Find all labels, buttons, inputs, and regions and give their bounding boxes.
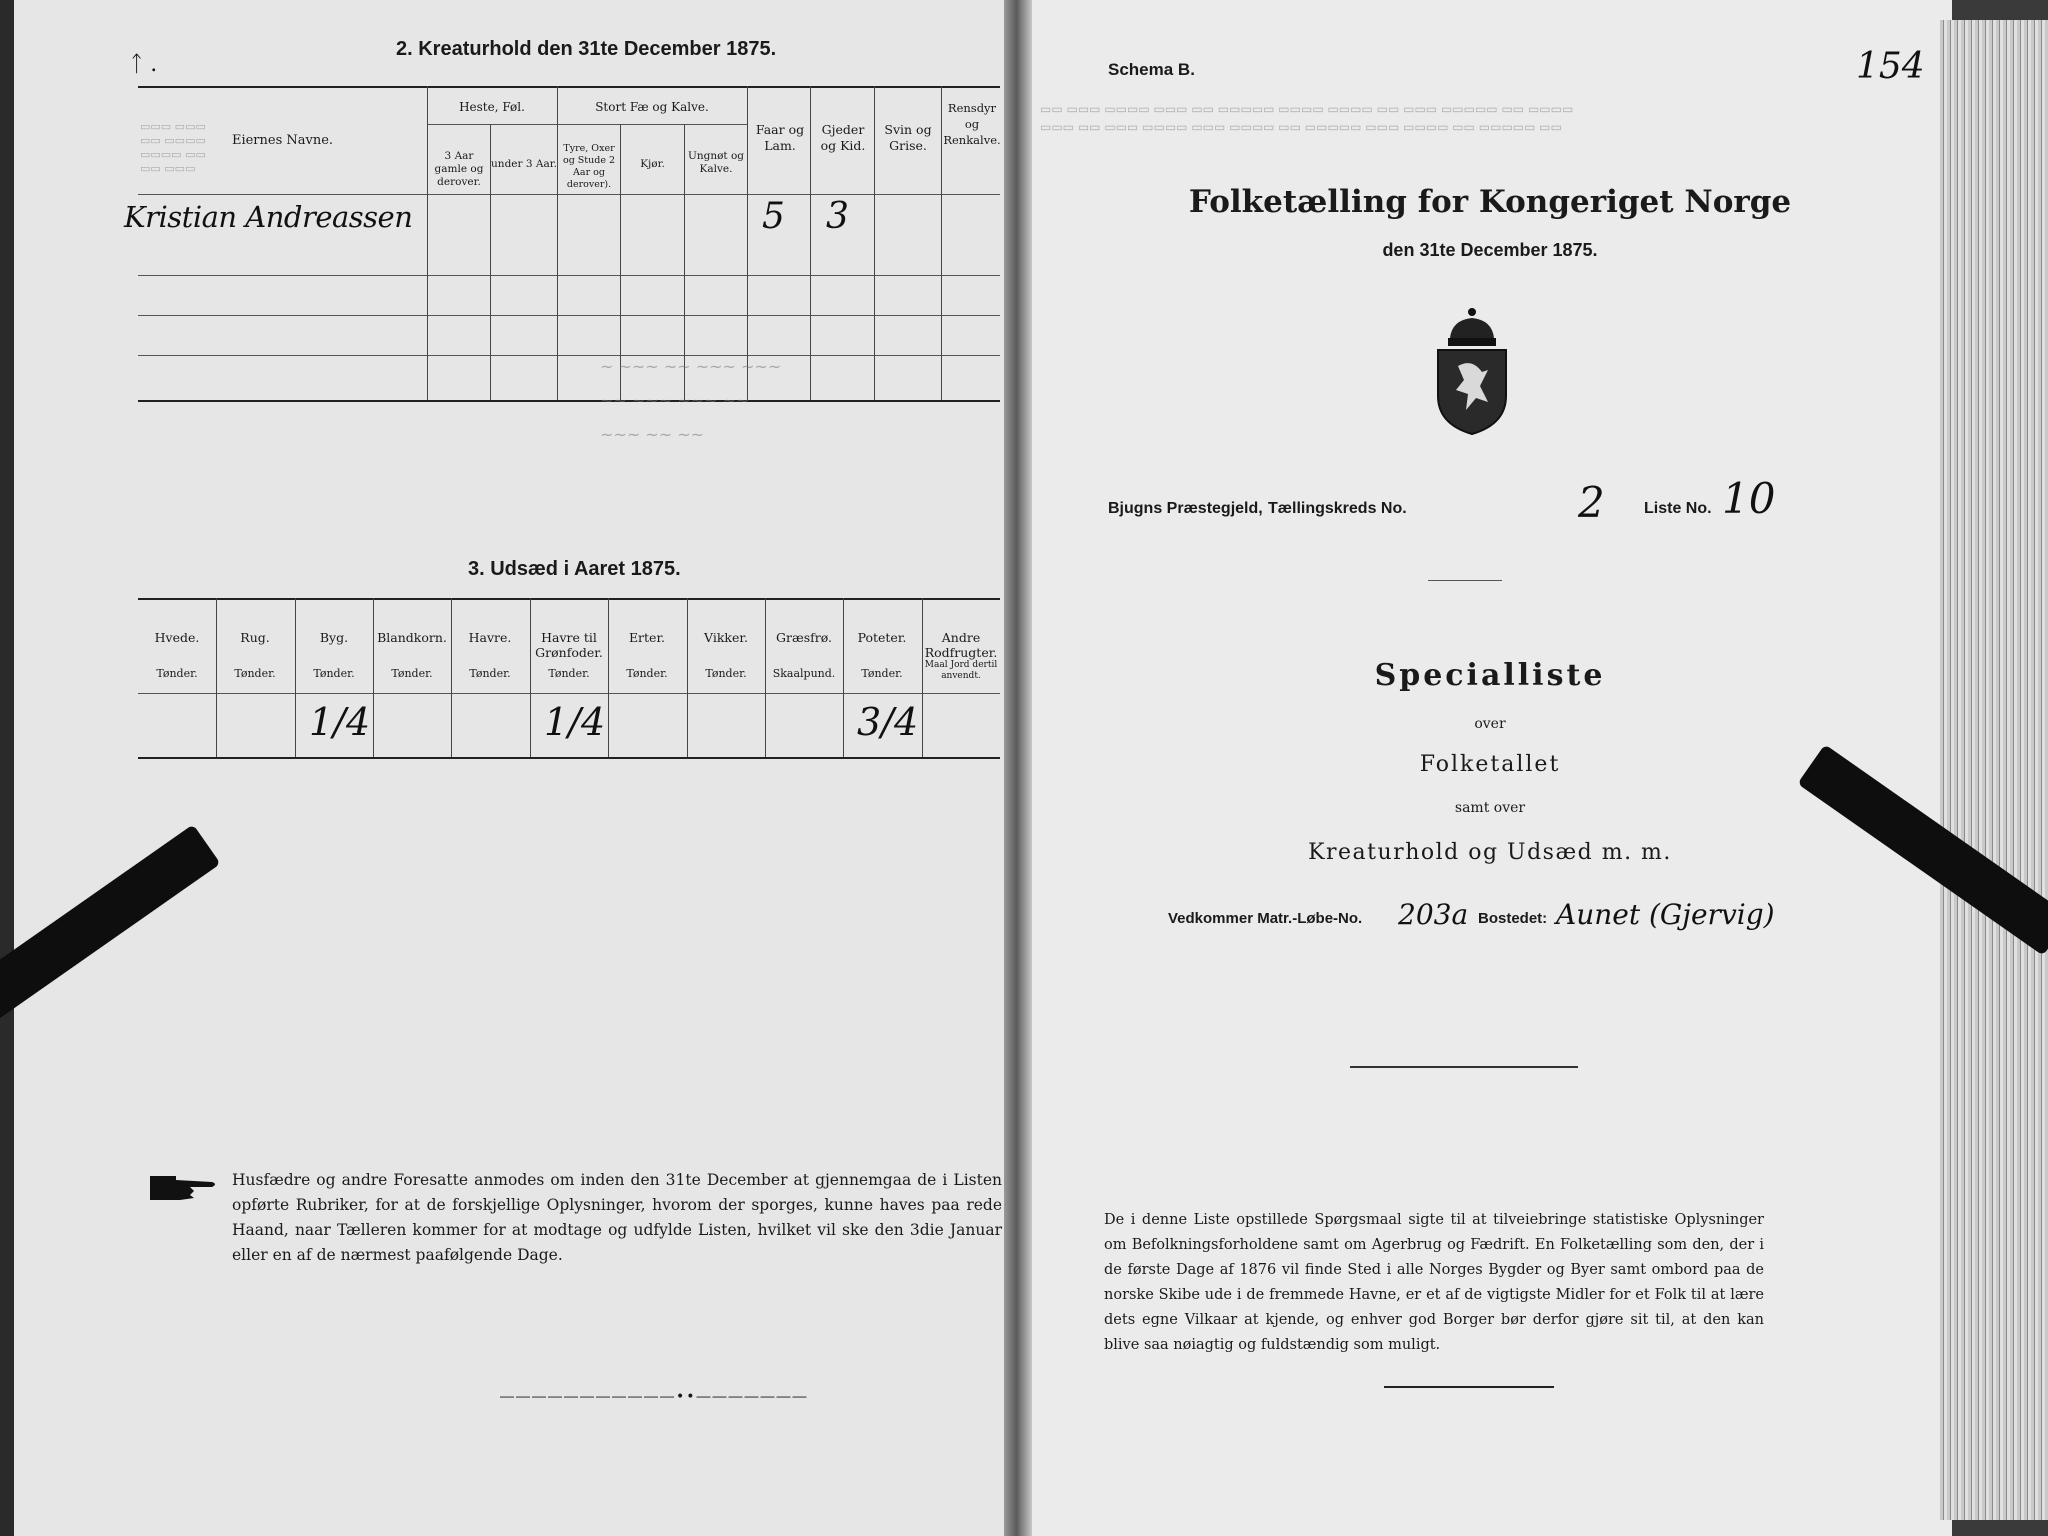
schema-label: Schema B.	[1108, 60, 1195, 79]
table2-row-rule	[138, 275, 1000, 276]
book-gutter	[1004, 0, 1032, 1536]
table3-col-unit: Tønder.	[313, 667, 355, 680]
table3-col-unit: Tønder.	[234, 667, 276, 680]
list-label: Liste No.	[1644, 500, 1712, 517]
sheep-count-cell: 5	[762, 196, 785, 237]
district-label: Tællingskreds No.	[1268, 500, 1407, 517]
table3-col-header: Rug.	[240, 630, 270, 645]
table3-header-rule	[138, 693, 1000, 694]
owner-name-cell: Kristian Andreassen	[124, 200, 413, 234]
table2-header-rule	[138, 194, 1000, 195]
header-sheep: Faar og Lam.	[755, 122, 805, 153]
header-owner: Eiernes Navne.	[231, 133, 334, 148]
table3-col-unit: Skaalpund.	[772, 667, 836, 680]
goats-count-cell: 3	[826, 196, 849, 237]
center-rule	[1350, 1066, 1578, 1068]
table3-col-header: Poteter.	[857, 630, 907, 645]
table3-col-header: Byg.	[319, 630, 349, 645]
table2-subheader-rule	[557, 124, 747, 125]
bleed-through-right-top: ▭▭ ▭▭▭ ▭▭▭▭ ▭▭▭ ▭▭ ▭▭▭▭▭ ▭▭▭▭ ▭▭▭▭ ▭▭ ▭▭▭ ▭▭▭▭▭ ▭▭ ▭▭▭▭ ▭▭▭ ▭▭ ▭▭▭ ▭▭▭▭ ▭▭▭ ▭▭▭▭ ▭▭ ▭▭▭▭▭ ▭▭▭ ▭▭▭▭ ▭▭ ▭▭▭▭▭ ▭▭	[1040, 102, 1574, 134]
header-horses-under3: under 3 Aar.	[491, 158, 557, 170]
corner-mark: ᛏ .	[130, 52, 158, 77]
table3-col-unit: Tønder.	[391, 667, 433, 680]
bottom-rule	[1384, 1386, 1554, 1388]
table3-col-header: Græsfrø.	[775, 630, 832, 645]
over-1: over	[1474, 716, 1506, 732]
table3-value-cell: 1/4	[544, 700, 606, 744]
norwegian-coat-of-arms-icon	[1432, 306, 1512, 436]
table3-col-header: Havre til Grønfoder.	[535, 630, 603, 660]
bosted-label: Bostedet:	[1478, 910, 1548, 927]
pointing-hand-icon	[150, 1172, 220, 1204]
header-cattle-bulls: Tyre, Oxer og Stude 2 Aar og derover).	[562, 143, 616, 190]
table3-value-cell: 3/4	[857, 700, 919, 744]
header-cattle-cows: Kjør.	[640, 158, 665, 170]
bleed-through-middle: ~ ~~~ ~~ ~~~ ~~~ ~~ ~~~ ~~~ ~~ ~~~ ~~ ~~	[600, 357, 782, 444]
matr-label: Vedkommer Matr.-Løbe-No.	[1168, 910, 1363, 927]
district-value: 2	[1578, 478, 1605, 527]
table3-col-header: Blandkorn.	[377, 630, 447, 645]
header-horses: Heste, Føl.	[459, 100, 525, 114]
kreatur-line: Kreaturhold og Udsæd m. m.	[1308, 840, 1672, 865]
table2-col-divider	[557, 86, 558, 400]
header-pigs: Svin og Grise.	[884, 122, 932, 153]
bleed-through-margin: ▭▭▭ ▭▭▭ ▭▭ ▭▭▭▭ ▭▭▭▭ ▭▭ ▭▭ ▭▭▭	[140, 120, 206, 175]
table2-col-divider	[427, 86, 428, 400]
left-footer-ornament: ―――――――――――••―――――――	[500, 1389, 809, 1405]
header-horses-3up: 3 Aar gamle og derover.	[434, 150, 484, 188]
notice-text: Husfædre og andre Foresatte anmodes om inden den 31te December at gjennemgaa de i Listen opførte Rubriker, for at de forskjellige Oplysninger, hvorom der sporges, kunne haves paa rede Haand, naar Tælleren kommer for at modtage og udfylde Listen, hvilket vil ske den 3die Januar eller en af de nærmest paafølgende Dage.	[232, 1171, 1002, 1264]
special-title: Specialliste	[1374, 658, 1606, 693]
table3-col-header: Erter.	[628, 630, 666, 645]
samt-over: samt over	[1454, 800, 1526, 816]
parish-label: Bjugns Præstegjeld,	[1108, 500, 1263, 517]
bosted-value: Aunet (Gjervig)	[1556, 898, 1775, 931]
table3-bottom-rule	[138, 757, 1000, 759]
section-3-title: 3. Udsæd i Aaret 1875.	[468, 558, 681, 580]
list-value: 10	[1722, 474, 1776, 523]
matr-value: 203a	[1398, 898, 1469, 931]
header-reindeer: Rensdyr og Renkalve.	[943, 101, 1001, 147]
table3-col-unit: Tønder.	[705, 667, 747, 680]
table3-col-unit: Tønder.	[861, 667, 903, 680]
header-cattle: Stort Fæ og Kalve.	[595, 100, 709, 114]
folketallet: Folketallet	[1419, 752, 1561, 777]
table3-col-header: Hvede.	[154, 630, 200, 645]
section-2-title: 2. Kreaturhold den 31te December 1875.	[396, 38, 777, 60]
table2-row-rule	[138, 315, 1000, 316]
table2-subheader-rule	[427, 124, 557, 125]
table3-col-unit: Maal Jord dertil anvendt.	[924, 660, 998, 681]
census-explanation: De i denne Liste opstillede Spørgsmaal sigte til at tilveiebringe statistiske Oplysninger om Befolkningsforholdene samt om Agerbrug og Fædrift. En Folketælling som den, der i de første Dage af 1876 vil finde Sted i alle Norges Bygder og Byer samt ombord paa de norske Skibe ude i de fremmede Havne, er et af de vigtigste Midler for et Folk til at lære dets egne Vilkaar at kjende, og enhver god Borger bør derfor gjøre sit til, at den kan blive saa nøiagtig og fuldstændig som muligt.	[1104, 1212, 1764, 1353]
table3-col-header: Andre Rodfrugter.	[924, 630, 998, 660]
table3-col-unit: Tønder.	[469, 667, 511, 680]
page-number: 154	[1856, 46, 1925, 87]
table3-top-rule	[138, 598, 1000, 600]
census-date: den 31te December 1875.	[1382, 240, 1598, 260]
census-title: Folketælling for Kongeriget Norge	[1188, 184, 1792, 220]
page-stack-edge	[1940, 20, 2048, 1520]
short-rule	[1428, 580, 1502, 581]
table3-col-unit: Tønder.	[156, 667, 198, 680]
table3-col-header: Vikker.	[704, 630, 748, 645]
header-cattle-young: Ungnøt og Kalve.	[687, 150, 745, 175]
table3-col-header: Havre.	[468, 630, 512, 645]
header-goats: Gjeder og Kid.	[820, 122, 866, 153]
scan-edge	[0, 0, 14, 1536]
table3-col-unit: Tønder.	[626, 667, 668, 680]
table3-col-unit: Tønder.	[548, 667, 590, 680]
table3-value-cell: 1/4	[309, 700, 371, 744]
table2-top-rule	[138, 86, 1000, 88]
